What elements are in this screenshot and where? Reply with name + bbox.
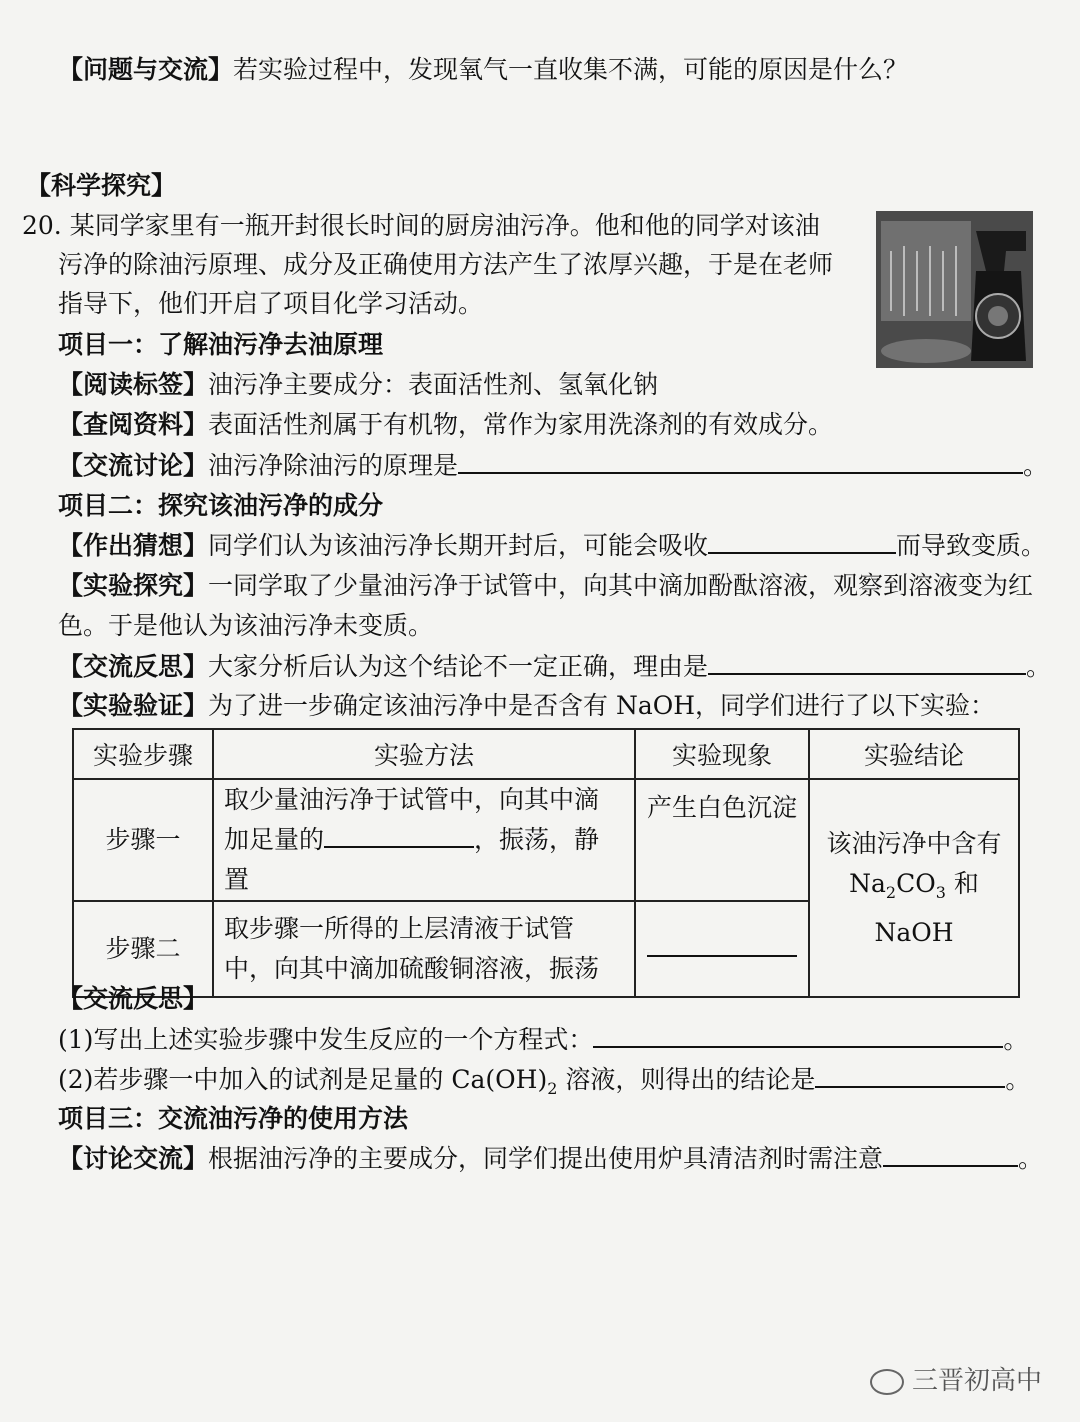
tag: 【讨论交流】 [58,1144,209,1173]
text: 油污净除油污的原理是 [208,451,459,480]
method-line2 [224,820,624,900]
subscript: 3 [935,882,946,902]
wechat-icon [870,1369,904,1395]
read-label-line [58,365,658,405]
method-line1: 取少量油污净于试管中，向其中滴 [224,785,600,814]
tag: 【查阅资料】 [58,410,209,439]
text: (2)若步骤一中加入的试剂是足量的 Ca(OH) [58,1065,548,1094]
header-method: 实验方法 [213,729,635,779]
observation-cell: 产生白色沉淀 [635,779,809,901]
conclusion-line1: 该油污净中含有 [826,828,1002,858]
text: 为了进一步确定该油污净中是否含有 NaOH，同学们进行了以下实验： [208,691,996,720]
answer-blank[interactable] [708,647,1026,675]
header-step: 实验步骤 [73,729,213,779]
tag: 【阅读标签】 [58,370,209,399]
tag: 【交流反思】 [58,652,209,681]
discussion2-line [58,1139,1043,1179]
method-line1: 取步骤一所得的上层清液于试管 [224,914,575,943]
table-row [73,779,1019,901]
explore-line1 [58,566,1033,606]
watermark [870,1360,1042,1397]
end: 。 [1005,1065,1031,1094]
header-conclusion: 实验结论 [809,729,1019,779]
text: 表面活性剂属于有机物，常作为家用洗涤剂的有效成分。 [208,410,834,439]
cleaner-bottle-photo [876,211,1033,368]
tag: 【实验验证】 [58,691,209,720]
conclusion-cell [809,779,1019,997]
answer-blank[interactable] [815,1060,1005,1088]
project1-title: 项目一：了解油污净去油原理 [58,330,384,359]
project3-title: 项目三：交流油污净的使用方法 [58,1104,409,1133]
verify-line [58,686,995,726]
reflect-q1 [58,1020,1028,1060]
reflect-line [58,647,1051,687]
text: 和 NaOH [874,868,979,947]
tail: 而导致变质。 [896,531,1047,560]
observation-cell [635,901,809,997]
text: ，振荡，静置 [224,825,600,894]
text: 油污净主要成分：表面活性剂、氢氧化钠 [208,370,659,399]
subscript: 2 [547,1079,558,1098]
answer-blank[interactable] [324,820,474,848]
question-exchange [58,50,908,90]
step-cell: 步骤一 [73,779,213,901]
end: 。 [1003,1025,1029,1054]
q20-line1: 20. 某同学家里有一瓶开封很长时间的厨房油污净。他和他的同学对该油 [22,211,820,240]
text: 大家分析后认为这个结论不一定正确，理由是 [208,652,709,681]
tag: 【问题与交流】 [58,55,234,84]
answer-blank[interactable] [647,929,797,957]
method-line2: 中，向其中滴加硫酸铜溶液，振荡 [224,954,600,983]
text: 加足量的 [224,825,325,854]
experiment-table [72,728,1020,998]
end: 。 [1026,652,1052,681]
reference-line [58,405,833,445]
method-cell [213,779,635,901]
answer-blank[interactable] [708,526,896,554]
end: 。 [1023,451,1049,480]
q20-line3: 指导下，他们开启了项目化学习活动。 [58,289,484,318]
answer-blank[interactable] [593,1020,1003,1048]
conclusion-line2 [820,864,1008,953]
text: CO [896,868,936,898]
step-cell: 步骤二 [73,901,213,997]
text: (1)写出上述实验步骤中发生反应的一个方程式： [58,1025,594,1054]
answer-blank[interactable] [458,446,1023,474]
text: Na [849,868,886,898]
table-header-row [73,729,1019,779]
tag: 【实验探究】 [58,571,209,600]
q20-line2: 污净的除油污原理、成分及正确使用方法产生了浓厚兴趣，于是在老师 [58,250,834,279]
guess-line [58,526,1046,566]
header-observation: 实验现象 [635,729,809,779]
reflect2-tag: 【交流反思】 [58,984,209,1013]
text: 若实验过程中，发现氧气一直收集不满，可能的原因是什么？ [233,55,909,84]
text: 根据油污净的主要成分，同学们提出使用炉具清洁剂时需注意 [208,1144,884,1173]
text: 同学们认为该油污净长期开封后，可能会吸收 [208,531,709,560]
method-cell [213,901,635,997]
answer-blank[interactable] [883,1139,1018,1167]
tag: 【作出猜想】 [58,531,209,560]
bottle-icon [876,211,1033,368]
tag: 【交流讨论】 [58,451,209,480]
section-title: 【科学探究】 [26,171,177,200]
discussion-line [58,446,1048,486]
explore-line2: 色。于是他认为该油污净未变质。 [58,611,434,640]
watermark-text: 三晋初高中 [912,1366,1043,1396]
text: 溶液，则得出的结论是 [557,1065,816,1094]
text: 一同学取了少量油污净于试管中，向其中滴加酚酞溶液，观察到溶液变为红 [208,571,1034,600]
end: 。 [1018,1144,1044,1173]
project2-title: 项目二：探究该油污净的成分 [58,491,384,520]
subscript: 2 [885,882,897,902]
